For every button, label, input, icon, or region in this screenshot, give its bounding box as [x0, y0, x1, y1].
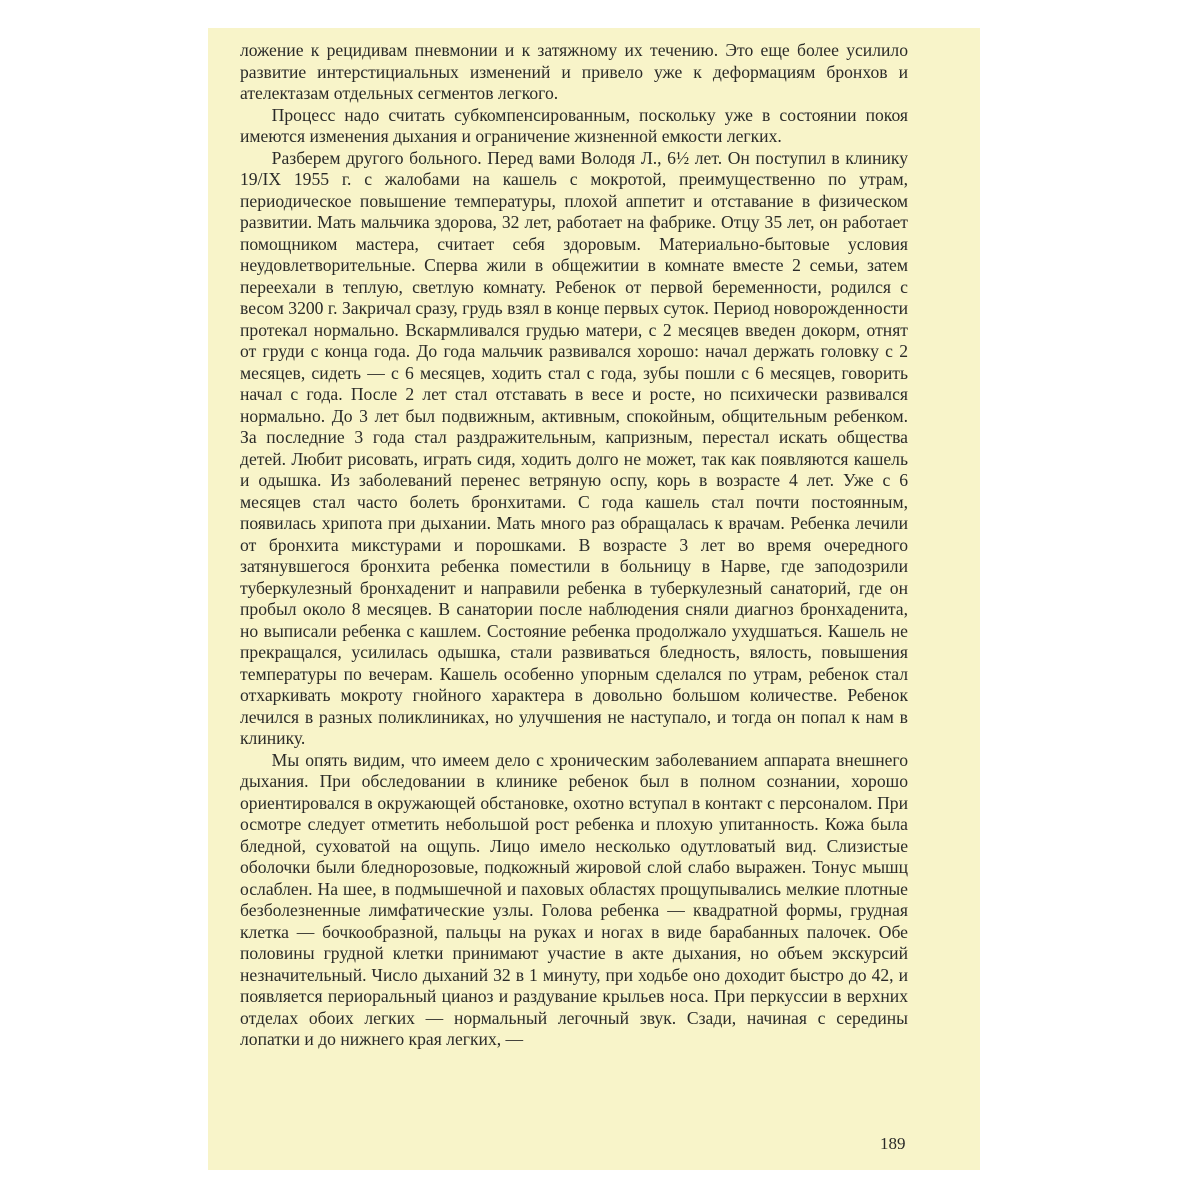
page-number: 189 [880, 1134, 906, 1153]
paragraph-4: Мы опять видим, что имеем дело с хроническим заболеванием аппарата внешнего дыхания. При обследовании в клинике ребенок был в полном сознании, хорошо ориентировался в окружающей обстановке, охотно вступал в контакт с персоналом. При осмотре следует отметить небольшой рост ребенка и плохую упитанность. Кожа была бледной, суховатой на ощупь. Лицо имело несколько одутловатый вид. Слизистые оболочки были бледнорозовые, подкожный жировой слой слабо выражен. Тонус мышц ослаблен. На шее, в подмышечной и паховых областях прощупывались мелкие плотные безболезненные лимфатические узлы. Голова ребенка — квадратной формы, грудная клетка — бочкообразной, пальцы на руках и ногах в виде барабанных палочек. Обе половины грудной клетки принимают участие в акте дыхания, но объем экскурсий незначительный. Число дыханий 32 в 1 минуту, при ходьбе оно доходит быстро до 42, и появляется периоральный цианоз и раздувание крыльев носа. При перкуссии в верхних отделах обоих легких — нормальный легочный звук. Сзади, начиная с середины лопатки и до нижнего края легких, — [240, 749, 908, 1049]
book-page [208, 28, 980, 1170]
page-text [240, 40, 908, 1051]
paragraph-3: Разберем другого больного. Перед вами Володя Л., 6½ лет. Он поступил в клинику 19/IX 1955 г. с жалобами на кашель с мокротой, преимущественно по утрам, периодическое повышение температуры, плохой аппетит и отставание в физическом развитии. Мать мальчика здорова, 32 лет, работает на фабрике. Отцу 35 лет, он работает помощником мастера, считает себя здоровым. Материально-бытовые условия неудовлетворительные. Сперва жили в общежитии в комнате вместе 2 семьи, затем переехали в теплую, светлую комнату. Ребенок от первой беременности, родился с весом 3200 г. Закричал сразу, грудь взял в конце первых суток. Период новорожденности протекал нормально. Вскармливался грудью матери, с 2 месяцев введен докорм, отнят от груди с конца года. До года мальчик развивался хорошо: начал держать головку с 2 месяцев, сидеть — с 6 месяцев, ходить стал с года, зубы пошли с 6 месяцев, говорить начал с года. После 2 лет стал отставать в весе и росте, но психически развивался нормально. До 3 лет был подвижным, активным, спокойным, общительным ребенком. За последние 3 года стал раздражительным, капризным, перестал искать общества детей. Любит рисовать, играть сидя, ходить долго не может, так как появляются кашель и одышка. Из заболеваний перенес ветряную оспу, корь в возрасте 4 лет. Уже с 6 месяцев стал часто болеть бронхитами. С года кашель стал почти постоянным, появилась хрипота при дыхании. Мать много раз обращалась к врачам. Ребенка лечили от бронхита микстурами и порошками. В возрасте 3 лет во время очередного затянувшегося бронхита ребенка поместили в больницу в Нарве, где заподозрили туберкулезный бронхаденит и направили ребенка в туберкулезный санаторий, где он пробыл около 8 месяцев. В санатории после наблюдения сняли диагноз бронхаденита, но выписали ребенка с кашлем. Состояние ребенка продолжало ухудшаться. Кашель не прекращался, усилилась одышка, стали развиваться бледность, вялость, повышения температуры по вечерам. Кашель особенно упорным сделался по утрам, ребенок стал отхаркивать мокроту гнойного характера в довольно большом количестве. Ребенок лечился в разных поликлиниках, но улучшения не наступало, и тогда он попал к нам в клинику. [240, 147, 908, 748]
paragraph-2: Процесс надо считать субкомпенсированным, поскольку уже в состоянии покоя имеются изменения дыхания и ограничение жизненной емкости легких. [240, 104, 908, 146]
paragraph-1: ложение к рецидивам пневмонии и к затяжному их течению. Это еще более усилило развитие интерстициальных изменений и привело уже к деформациям бронхов и ателектазам отдельных сегментов легкого. [240, 40, 908, 103]
